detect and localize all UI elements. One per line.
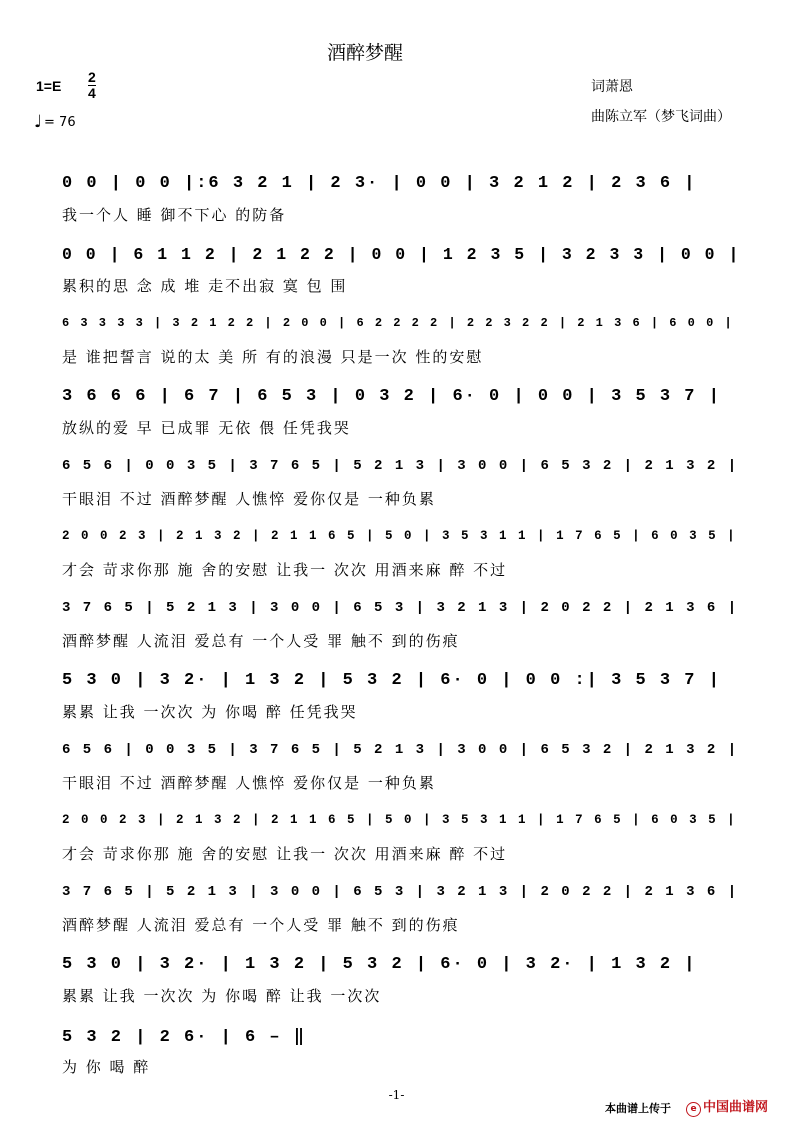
lyrics-line: 累累 让我 一次次 为 你喝 醉 让我 一次次 [62, 987, 382, 1005]
notation-line: 6 5 6 | 0 0 3 5 | 3 7 6 5 | 5 2 1 3 | 3 0 0 | 6 5 3 2 | 2 1 3 2 | [62, 742, 739, 758]
lyricist-credit: 词萧恩 [591, 79, 633, 95]
lyrics-line: 我一个人 睡 御不下心 的防备 [62, 206, 287, 224]
lyrics-line: 酒醉梦醒 人流泪 爱总有 一个人受 罪 触不 到的伤痕 [62, 916, 460, 934]
meter-numerator: 2 [88, 69, 96, 85]
song-title: 酒醉梦醒 [326, 42, 403, 64]
tempo-value: = 76 [44, 115, 76, 130]
lyrics-line: 才会 苛求你那 施 舍的安慰 让我一 次次 用酒来麻 醉 不过 [62, 845, 508, 863]
lyrics-line: 累累 让我 一次次 为 你喝 醉 任凭我哭 [62, 703, 358, 721]
key-signature: 1=E [36, 78, 62, 94]
notation-line: 2 0 0 2 3 | 2 1 3 2 | 2 1 1 6 5 | 5 0 | 3 5 3 1 1 | 1 7 6 5 | 6 0 3 5 | [62, 529, 737, 543]
composer-credit: 曲陈立军（梦飞词曲） [591, 109, 731, 125]
tempo-marking [34, 112, 76, 132]
notation-line: 2 0 0 2 3 | 2 1 3 2 | 2 1 1 6 5 | 5 0 | 3 5 3 1 1 | 1 7 6 5 | 6 0 3 5 | [62, 813, 737, 827]
notation-line: 3 7 6 5 | 5 2 1 3 | 3 0 0 | 6 5 3 | 3 2 1 3 | 2 0 2 2 | 2 1 3 6 | [62, 600, 739, 616]
site-logo [686, 1096, 768, 1117]
lyrics-line: 放纵的爱 早 已成罪 无依 偎 任凭我哭 [62, 419, 351, 437]
notation-line: 3 7 6 5 | 5 2 1 3 | 3 0 0 | 6 5 3 | 3 2 1 3 | 2 0 2 2 | 2 1 3 6 | [62, 884, 739, 900]
page-number: -1- [388, 1088, 405, 1102]
notation-line: 6 3 3 3 3 | 3 2 1 2 2 | 2 0 0 | 6 2 2 2 2 | 2 2 3 2 2 | 2 1 3 6 | 6 0 0 | [62, 316, 734, 330]
notation-line: 0 0 | 6 1 1 2 | 2 1 2 2 | 0 0 | 1 2 3 5 | 3 2 3 3 | 0 0 | [62, 245, 741, 264]
lyrics-line: 酒醉梦醒 人流泪 爱总有 一个人受 罪 触不 到的伤痕 [62, 632, 460, 650]
quarter-note-icon: ♩ [34, 112, 43, 132]
lyrics-line: 干眼泪 不过 酒醉梦醒 人憔悴 爱你仅是 一种负累 [62, 774, 436, 792]
lyrics-line: 累积的思 念 成 堆 走不出寂 寞 包 围 [62, 277, 348, 295]
notation-line: 5 3 0 | 3 2· | 1 3 2 | 5 3 2 | 6· 0 | 0 0 :| 3 5 3 7 | [62, 671, 721, 690]
meter-denominator: 4 [88, 85, 96, 101]
lyrics-line: 干眼泪 不过 酒醉梦醒 人憔悴 爱你仅是 一种负累 [62, 490, 436, 508]
notation-line: 3 6 6 6 | 6 7 | 6 5 3 | 0 3 2 | 6· 0 | 0 0 | 3 5 3 7 | [62, 387, 721, 406]
site-name: 中国曲谱网 [703, 1100, 769, 1115]
lyrics-line: 是 谁把誓言 说的太 美 所 有的浪漫 只是一次 性的安慰 [62, 348, 484, 366]
time-signature [88, 70, 96, 100]
logo-icon: e [686, 1102, 701, 1117]
upload-note: 本曲谱上传于 [605, 1102, 671, 1115]
lyrics-line: 为 你 喝 醉 [62, 1058, 151, 1076]
notation-line: 5 3 0 | 3 2· | 1 3 2 | 5 3 2 | 6· 0 | 3 2· | 1 3 2 | [62, 955, 697, 974]
notation-line: 6 5 6 | 0 0 3 5 | 3 7 6 5 | 5 2 1 3 | 3 0 0 | 6 5 3 2 | 2 1 3 2 | [62, 458, 739, 474]
notation-line: 5 3 2 | 2 6· | 6 – ‖ [62, 1028, 307, 1047]
notation-line: 0 0 | 0 0 |:6 3 2 1 | 2 3· | 0 0 | 3 2 1 2 | 2 3 6 | [62, 174, 697, 193]
lyrics-line: 才会 苛求你那 施 舍的安慰 让我一 次次 用酒来麻 醉 不过 [62, 561, 508, 579]
